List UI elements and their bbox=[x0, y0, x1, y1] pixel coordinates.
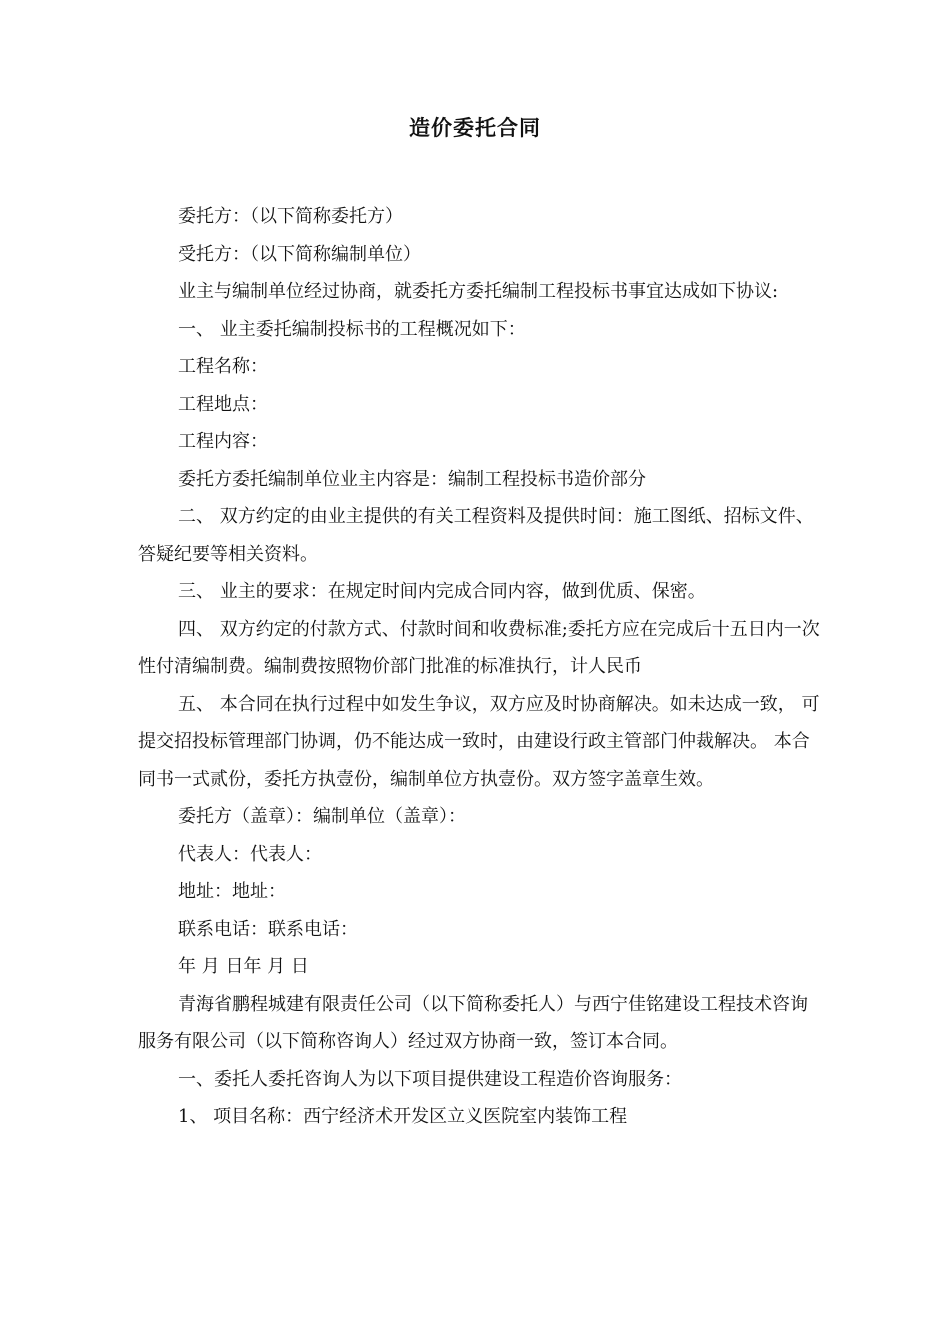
paragraph-project-content: 工程内容： bbox=[178, 431, 268, 452]
paragraph-contractor: 受托方：（以下简称编制单位） bbox=[178, 243, 421, 265]
paragraph-section-5: 五、 本合同在执行过程中如发生争议，双方应及时协商解决。如未达成一致， 可提交招投标管理部门协调，仍不能达成一致时，由建设行政主管部门仲裁解决。 本合同书一式贰份，委托方执壹份，编制单位方执壹份。双方签字盖章生效。 bbox=[138, 693, 820, 790]
paragraph-representative-line: 代表人：代表人： bbox=[178, 843, 322, 865]
paragraph-section-2: 二、 双方约定的由业主提供的有关工程资料及提供时间：施工图纸、招标文件、答疑纪要等相关资料。 bbox=[138, 506, 814, 565]
document-body bbox=[138, 198, 822, 1136]
paragraph-section-1: 一、 业主委托编制投标书的工程概况如下： bbox=[178, 318, 526, 340]
paragraph-second-contract-intro: 青海省鹏程城建有限责任公司（以下简称委托人）与西宁佳铭建设工程技术咨询服务有限公司（以下简称咨询人）经过双方协商一致，签订本合同。 bbox=[138, 993, 808, 1052]
paragraph-address-line: 地址：地址： bbox=[178, 881, 286, 902]
paragraph-second-section-1: 一、委托人委托咨询人为以下项目提供建设工程造价咨询服务： bbox=[178, 1068, 682, 1090]
paragraph-date-line: 年 月 日年 月 日 bbox=[178, 956, 309, 977]
paragraph-phone-line: 联系电话：联系电话： bbox=[178, 918, 358, 940]
paragraph-scope: 委托方委托编制单位业主内容是：编制工程投标书造价部分 bbox=[178, 468, 646, 490]
document-title: 造价委托合同 bbox=[409, 116, 541, 140]
paragraph-client: 委托方：（以下简称委托方） bbox=[178, 206, 403, 227]
paragraph-project-location: 工程地点： bbox=[178, 393, 268, 415]
paragraph-seal-line: 委托方（盖章）：编制单位（盖章）： bbox=[178, 806, 466, 827]
paragraph-section-4: 四、 双方约定的付款方式、付款时间和收费标准;委托方应在完成后十五日内一次性付清编制费。编制费按照物价部门批准的标准执行，计人民币 bbox=[138, 618, 820, 677]
paragraph-project-name: 工程名称： bbox=[178, 356, 268, 377]
paragraph-section-3: 三、 业主的要求：在规定时间内完成合同内容，做到优质、保密。 bbox=[178, 581, 706, 602]
paragraph-project-item-1: 1、 项目名称：西宁经济术开发区立义医院室内装饰工程 bbox=[178, 1106, 628, 1127]
paragraph-agreement-intro: 业主与编制单位经过协商，就委托方委托编制工程投标书事宜达成如下协议: bbox=[178, 281, 779, 302]
